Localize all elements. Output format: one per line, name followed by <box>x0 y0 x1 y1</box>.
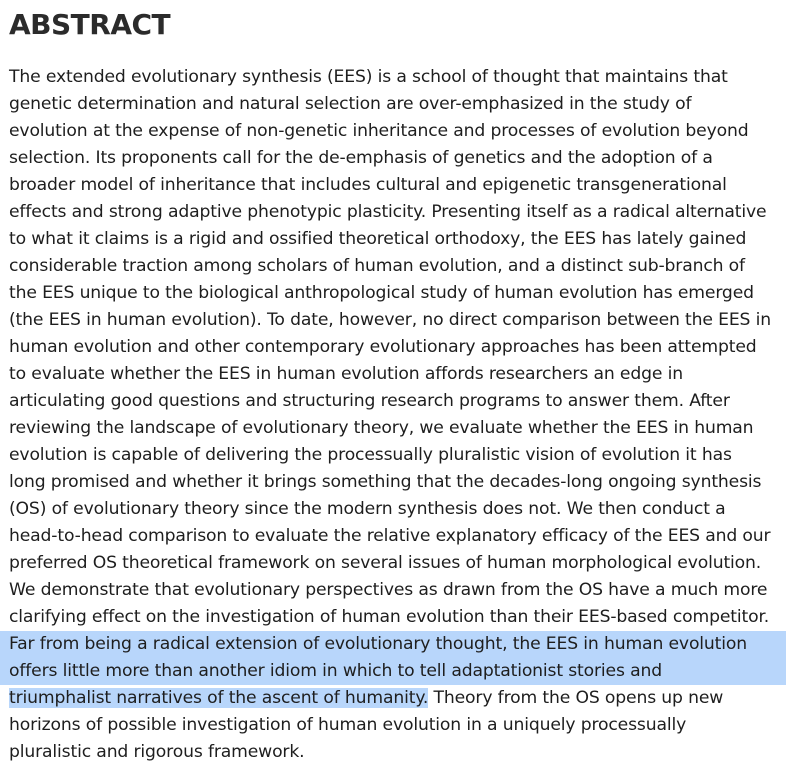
abstract-line: the EES unique to the biological anthropological study of human evolution has emerged <box>9 283 754 303</box>
abstract-line: selection. Its proponents call for the de-emphasis of genetics and the adoption of a <box>9 148 713 168</box>
abstract-line: pluralistic and rigorous framework. <box>9 742 305 762</box>
abstract-line: horizons of possible investigation of human evolution in a uniquely processually <box>9 715 687 735</box>
abstract-line: clarifying effect on the investigation of human evolution than their EES-based competitor. <box>9 607 770 627</box>
abstract-line: articulating good questions and structuring research programs to answer them. After <box>9 391 730 411</box>
unselected-text: Theory from the OS opens up new <box>428 688 724 708</box>
highlighted-selection-end[interactable]: triumphalist narratives of the ascent of humanity. <box>9 688 429 708</box>
abstract-line: effects and strong adaptive phenotypic plasticity. Presenting itself as a radical alternative <box>9 202 767 222</box>
abstract-line: (OS) of evolutionary theory since the modern synthesis does not. We then conduct a <box>9 499 726 519</box>
abstract-line: (the EES in human evolution). To date, however, no direct comparison between the EES in <box>9 310 771 330</box>
abstract-heading: ABSTRACT <box>9 8 171 41</box>
mixed-selection-line <box>9 685 779 712</box>
highlighted-selection-line[interactable]: offers little more than another idiom in which to tell adaptationist stories and <box>0 658 786 685</box>
document <box>9 0 779 766</box>
abstract-line: to evaluate whether the EES in human evolution affords researchers an edge in <box>9 364 683 384</box>
abstract-line: We demonstrate that evolutionary perspectives as drawn from the OS have a much more <box>9 580 768 600</box>
abstract-line: long promised and whether it brings something that the decades-long ongoing synthesis <box>9 472 762 492</box>
abstract-body[interactable] <box>9 64 779 766</box>
abstract-line: evolution at the expense of non-genetic inheritance and processes of evolution beyond <box>9 121 749 141</box>
abstract-line: considerable traction among scholars of human evolution, and a distinct sub-branch of <box>9 256 745 276</box>
abstract-line: reviewing the landscape of evolutionary theory, we evaluate whether the EES in human <box>9 418 754 438</box>
highlighted-selection-line[interactable]: Far from being a radical extension of evolutionary thought, the EES in human evolution <box>0 631 786 658</box>
abstract-line: to what it claims is a rigid and ossified theoretical orthodoxy, the EES has lately gained <box>9 229 747 249</box>
abstract-line: head-to-head comparison to evaluate the relative explanatory efficacy of the EES and our <box>9 526 771 546</box>
abstract-line: The extended evolutionary synthesis (EES) is a school of thought that maintains that <box>9 67 728 87</box>
abstract-line: human evolution and other contemporary evolutionary approaches has been attempted <box>9 337 757 357</box>
abstract-line: evolution is capable of delivering the processually pluralistic vision of evolution it has <box>9 445 732 465</box>
abstract-line: preferred OS theoretical framework on several issues of human morphological evolution. <box>9 553 762 573</box>
abstract-line: broader model of inheritance that includes cultural and epigenetic transgenerational <box>9 175 727 195</box>
abstract-line: genetic determination and natural selection are over-emphasized in the study of <box>9 94 692 114</box>
